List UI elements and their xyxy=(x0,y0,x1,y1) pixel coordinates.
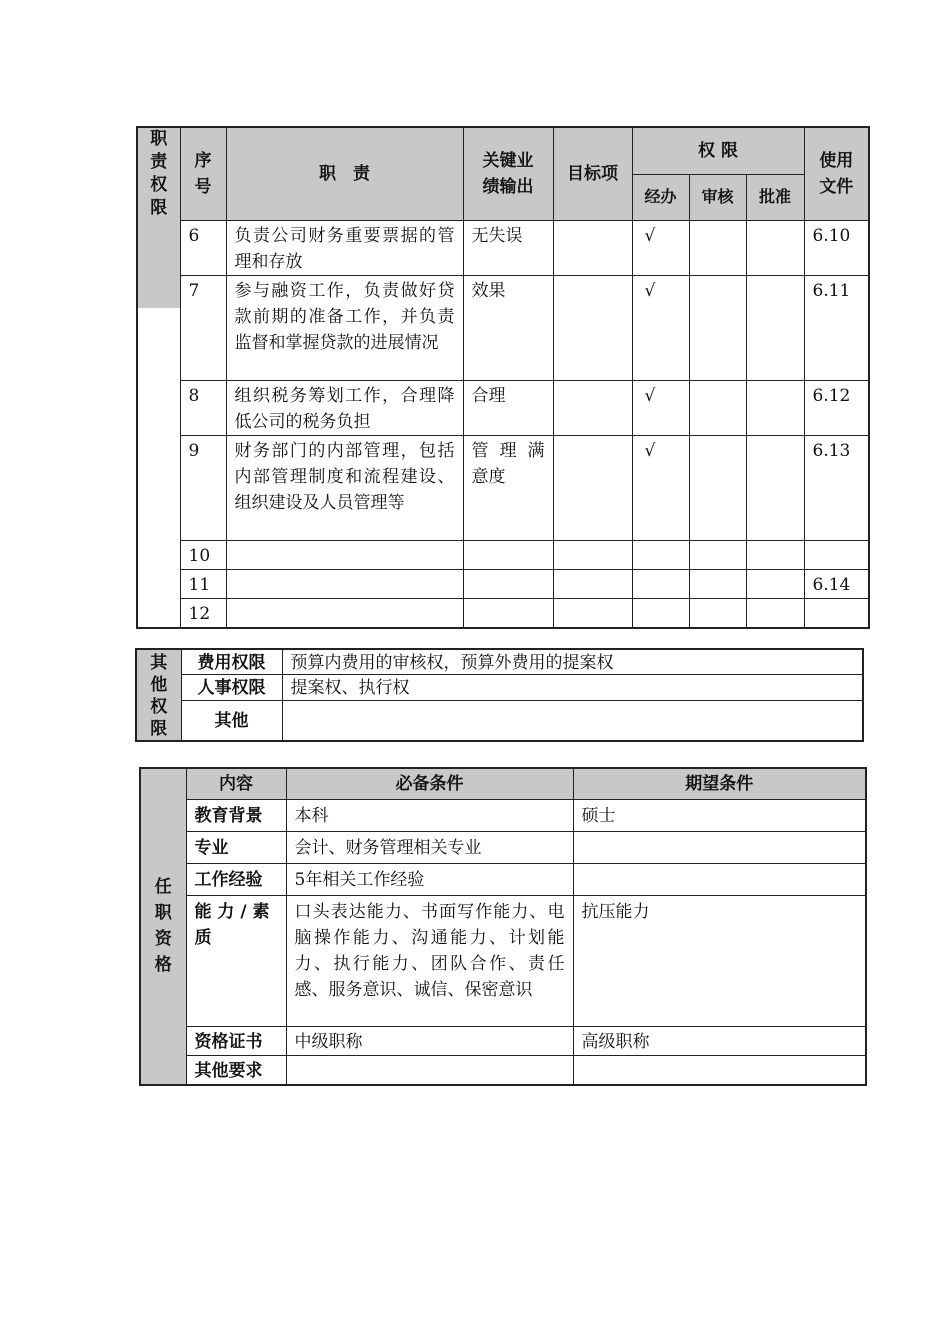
qualification-expected: 高级职称 xyxy=(573,1026,866,1055)
row-target xyxy=(553,435,632,540)
row-review-check xyxy=(689,598,746,628)
row-kpi xyxy=(463,569,553,598)
qualification-expected: 硕士 xyxy=(573,799,866,831)
other-authority-label: 其他 xyxy=(181,700,282,741)
row-file: 6.12 xyxy=(804,380,869,435)
qualification-label: 教育背景 xyxy=(186,799,286,831)
row-file: 6.11 xyxy=(804,275,869,380)
qualification-expected xyxy=(573,831,866,863)
table-row xyxy=(137,598,869,628)
row-approve-check xyxy=(746,275,804,380)
row-seq: 7 xyxy=(180,275,226,380)
row-seq: 10 xyxy=(180,540,226,569)
qualification-expected: 抗压能力 xyxy=(573,895,866,1026)
row-target xyxy=(553,220,632,275)
row-seq: 12 xyxy=(180,598,226,628)
row-handle-check: √ xyxy=(632,380,689,435)
row-approve-check xyxy=(746,220,804,275)
row-seq: 6 xyxy=(180,220,226,275)
row-kpi: 合理 xyxy=(463,380,553,435)
row-duty: 负责公司财务重要票据的管理和存放 xyxy=(226,220,463,275)
header-seq: 序号 xyxy=(180,127,226,220)
table-row xyxy=(137,380,869,435)
row-kpi: 无失误 xyxy=(463,220,553,275)
other-authority-table xyxy=(135,648,864,742)
row-handle-check: √ xyxy=(632,435,689,540)
table-row xyxy=(140,831,866,863)
row-approve-check xyxy=(746,598,804,628)
row-duty xyxy=(226,598,463,628)
row-handle-check xyxy=(632,598,689,628)
qualification-expected xyxy=(573,863,866,895)
row-approve-check xyxy=(746,435,804,540)
qualification-label: 其他要求 xyxy=(186,1055,286,1085)
other-authority-value: 预算内费用的审核权，预算外费用的提案权 xyxy=(282,649,863,675)
table-row xyxy=(137,220,869,275)
other-authority-side-label: 其他权限 xyxy=(136,649,181,741)
qualification-required: 本科 xyxy=(286,799,573,831)
row-seq: 9 xyxy=(180,435,226,540)
qualification-expected xyxy=(573,1055,866,1085)
row-kpi: 管 理 满 意度 xyxy=(463,435,553,540)
qualification-required: 会计、财务管理相关专业 xyxy=(286,831,573,863)
row-approve-check xyxy=(746,569,804,598)
qualification-required xyxy=(286,1055,573,1085)
other-authority-label: 人事权限 xyxy=(181,675,282,700)
table-row xyxy=(140,1026,866,1055)
other-authority-label: 费用权限 xyxy=(181,649,282,675)
row-target xyxy=(553,540,632,569)
row-target xyxy=(553,380,632,435)
header-target: 目标项 xyxy=(553,127,632,220)
table-row xyxy=(137,275,869,380)
row-review-check xyxy=(689,275,746,380)
row-review-check xyxy=(689,380,746,435)
row-handle-check: √ xyxy=(632,275,689,380)
row-duty xyxy=(226,569,463,598)
table-row xyxy=(140,799,866,831)
row-kpi: 效果 xyxy=(463,275,553,380)
row-file: 6.10 xyxy=(804,220,869,275)
row-target xyxy=(553,598,632,628)
qualification-side-label: 任职资格 xyxy=(140,768,186,1085)
row-file: 6.14 xyxy=(804,569,869,598)
row-file xyxy=(804,540,869,569)
table-row xyxy=(140,863,866,895)
row-file: 6.13 xyxy=(804,435,869,540)
row-handle-check: √ xyxy=(632,220,689,275)
header-required: 必备条件 xyxy=(286,768,573,799)
header-duty: 职 责 xyxy=(226,127,463,220)
header-content: 内容 xyxy=(186,768,286,799)
header-handle: 经办 xyxy=(632,174,689,220)
row-review-check xyxy=(689,220,746,275)
table-row xyxy=(140,1055,866,1085)
qualification-required: 5年相关工作经验 xyxy=(286,863,573,895)
row-handle-check xyxy=(632,569,689,598)
row-duty xyxy=(226,540,463,569)
row-kpi xyxy=(463,598,553,628)
row-handle-check xyxy=(632,540,689,569)
row-review-check xyxy=(689,569,746,598)
responsibility-side-label: 职责权限 xyxy=(137,127,180,220)
row-review-check xyxy=(689,540,746,569)
qualification-label: 能 力 / 素 质 xyxy=(186,895,286,1026)
qualification-table xyxy=(139,767,867,1086)
header-review: 审核 xyxy=(689,174,746,220)
row-kpi xyxy=(463,540,553,569)
header-kpi: 关键业绩输出 xyxy=(463,127,553,220)
qualification-label: 专业 xyxy=(186,831,286,863)
table-row xyxy=(140,895,866,1026)
other-authority-value: 提案权、执行权 xyxy=(282,675,863,700)
row-target xyxy=(553,275,632,380)
row-duty: 参与融资工作，负责做好贷款前期的准备工作，并负责监督和掌握贷款的进展情况 xyxy=(226,275,463,380)
row-approve-check xyxy=(746,540,804,569)
table-row xyxy=(137,540,869,569)
header-file: 使用文件 xyxy=(804,127,869,220)
table-row xyxy=(137,435,869,540)
qualification-required: 口头表达能力、书面写作能力、电脑操作能力、沟通能力、计划能力、执行能力、团队合作、责任感、服务意识、诚信、保密意识 xyxy=(286,895,573,1026)
row-duty: 组织税务筹划工作，合理降低公司的税务负担 xyxy=(226,380,463,435)
row-file xyxy=(804,598,869,628)
header-approve: 批准 xyxy=(746,174,804,220)
qualification-required: 中级职称 xyxy=(286,1026,573,1055)
row-target xyxy=(553,569,632,598)
other-authority-value xyxy=(282,700,863,741)
qualification-label: 资格证书 xyxy=(186,1026,286,1055)
row-duty: 财务部门的内部管理，包括内部管理制度和流程建设、组织建设及人员管理等 xyxy=(226,435,463,540)
header-expected: 期望条件 xyxy=(573,768,866,799)
row-approve-check xyxy=(746,380,804,435)
responsibility-side-continuation xyxy=(137,220,180,628)
row-seq: 11 xyxy=(180,569,226,598)
row-seq: 8 xyxy=(180,380,226,435)
row-review-check xyxy=(689,435,746,540)
header-authority: 权 限 xyxy=(632,127,804,174)
responsibility-table xyxy=(136,126,870,629)
table-row xyxy=(137,569,869,598)
qualification-label: 工作经验 xyxy=(186,863,286,895)
